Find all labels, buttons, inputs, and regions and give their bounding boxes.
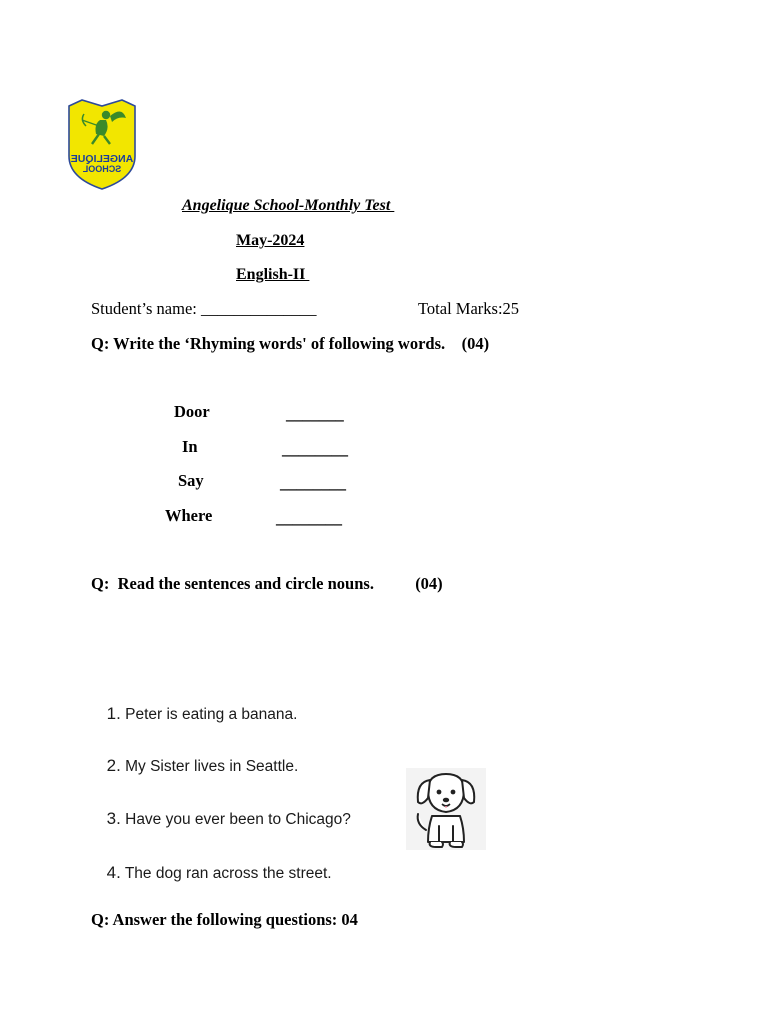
question-answer: Q: Answer the following questions: 04 [91,910,358,929]
sentence-text: Peter is eating a banana. [120,706,298,723]
subject-name: English-II [236,266,310,283]
answer-blank: ________ [280,473,346,492]
rhyme-word: Door [174,402,210,421]
sentence-item [98,845,332,883]
rhyme-word: Where [165,506,213,525]
answer-blank: ________ [282,439,348,458]
rhyme-word: In [182,437,198,456]
sentence-item [98,738,298,776]
test-date: May-2024 [236,232,305,249]
logo-text-line2: SCHOOL [82,164,122,174]
dog-illustration [406,768,486,850]
total-marks: Total Marks:25 [418,299,520,318]
page-title: Angelique School-Monthly Test [182,197,395,214]
answer-blank: ________ [276,508,342,527]
sentence-text: Have you ever been to Chicago? [120,811,351,828]
student-name-field: Student’s name: ______________ [91,299,317,318]
sentence-number: 3. [106,809,121,828]
dog-icon [406,768,486,850]
sentence-item [98,686,297,724]
sentence-number: 1. [106,704,121,723]
logo-text-line1: ANGELIQUE [70,153,134,165]
sentence-item [98,791,351,829]
school-logo [66,98,138,190]
sentence-text: The dog ran across the street. [120,865,332,882]
sentence-number: 4. [106,863,121,882]
sentence-text: My Sister lives in Seattle. [120,758,299,775]
question-rhyming: Q: Write the ‘Rhyming words' of following words. (04) [91,334,490,353]
answer-blank: _______ [286,404,344,423]
sentence-number: 2. [106,756,121,775]
rhyme-word: Say [178,471,204,490]
school-crest-icon [66,98,138,190]
question-nouns: Q: Read the sentences and circle nouns. (04) [91,574,443,593]
